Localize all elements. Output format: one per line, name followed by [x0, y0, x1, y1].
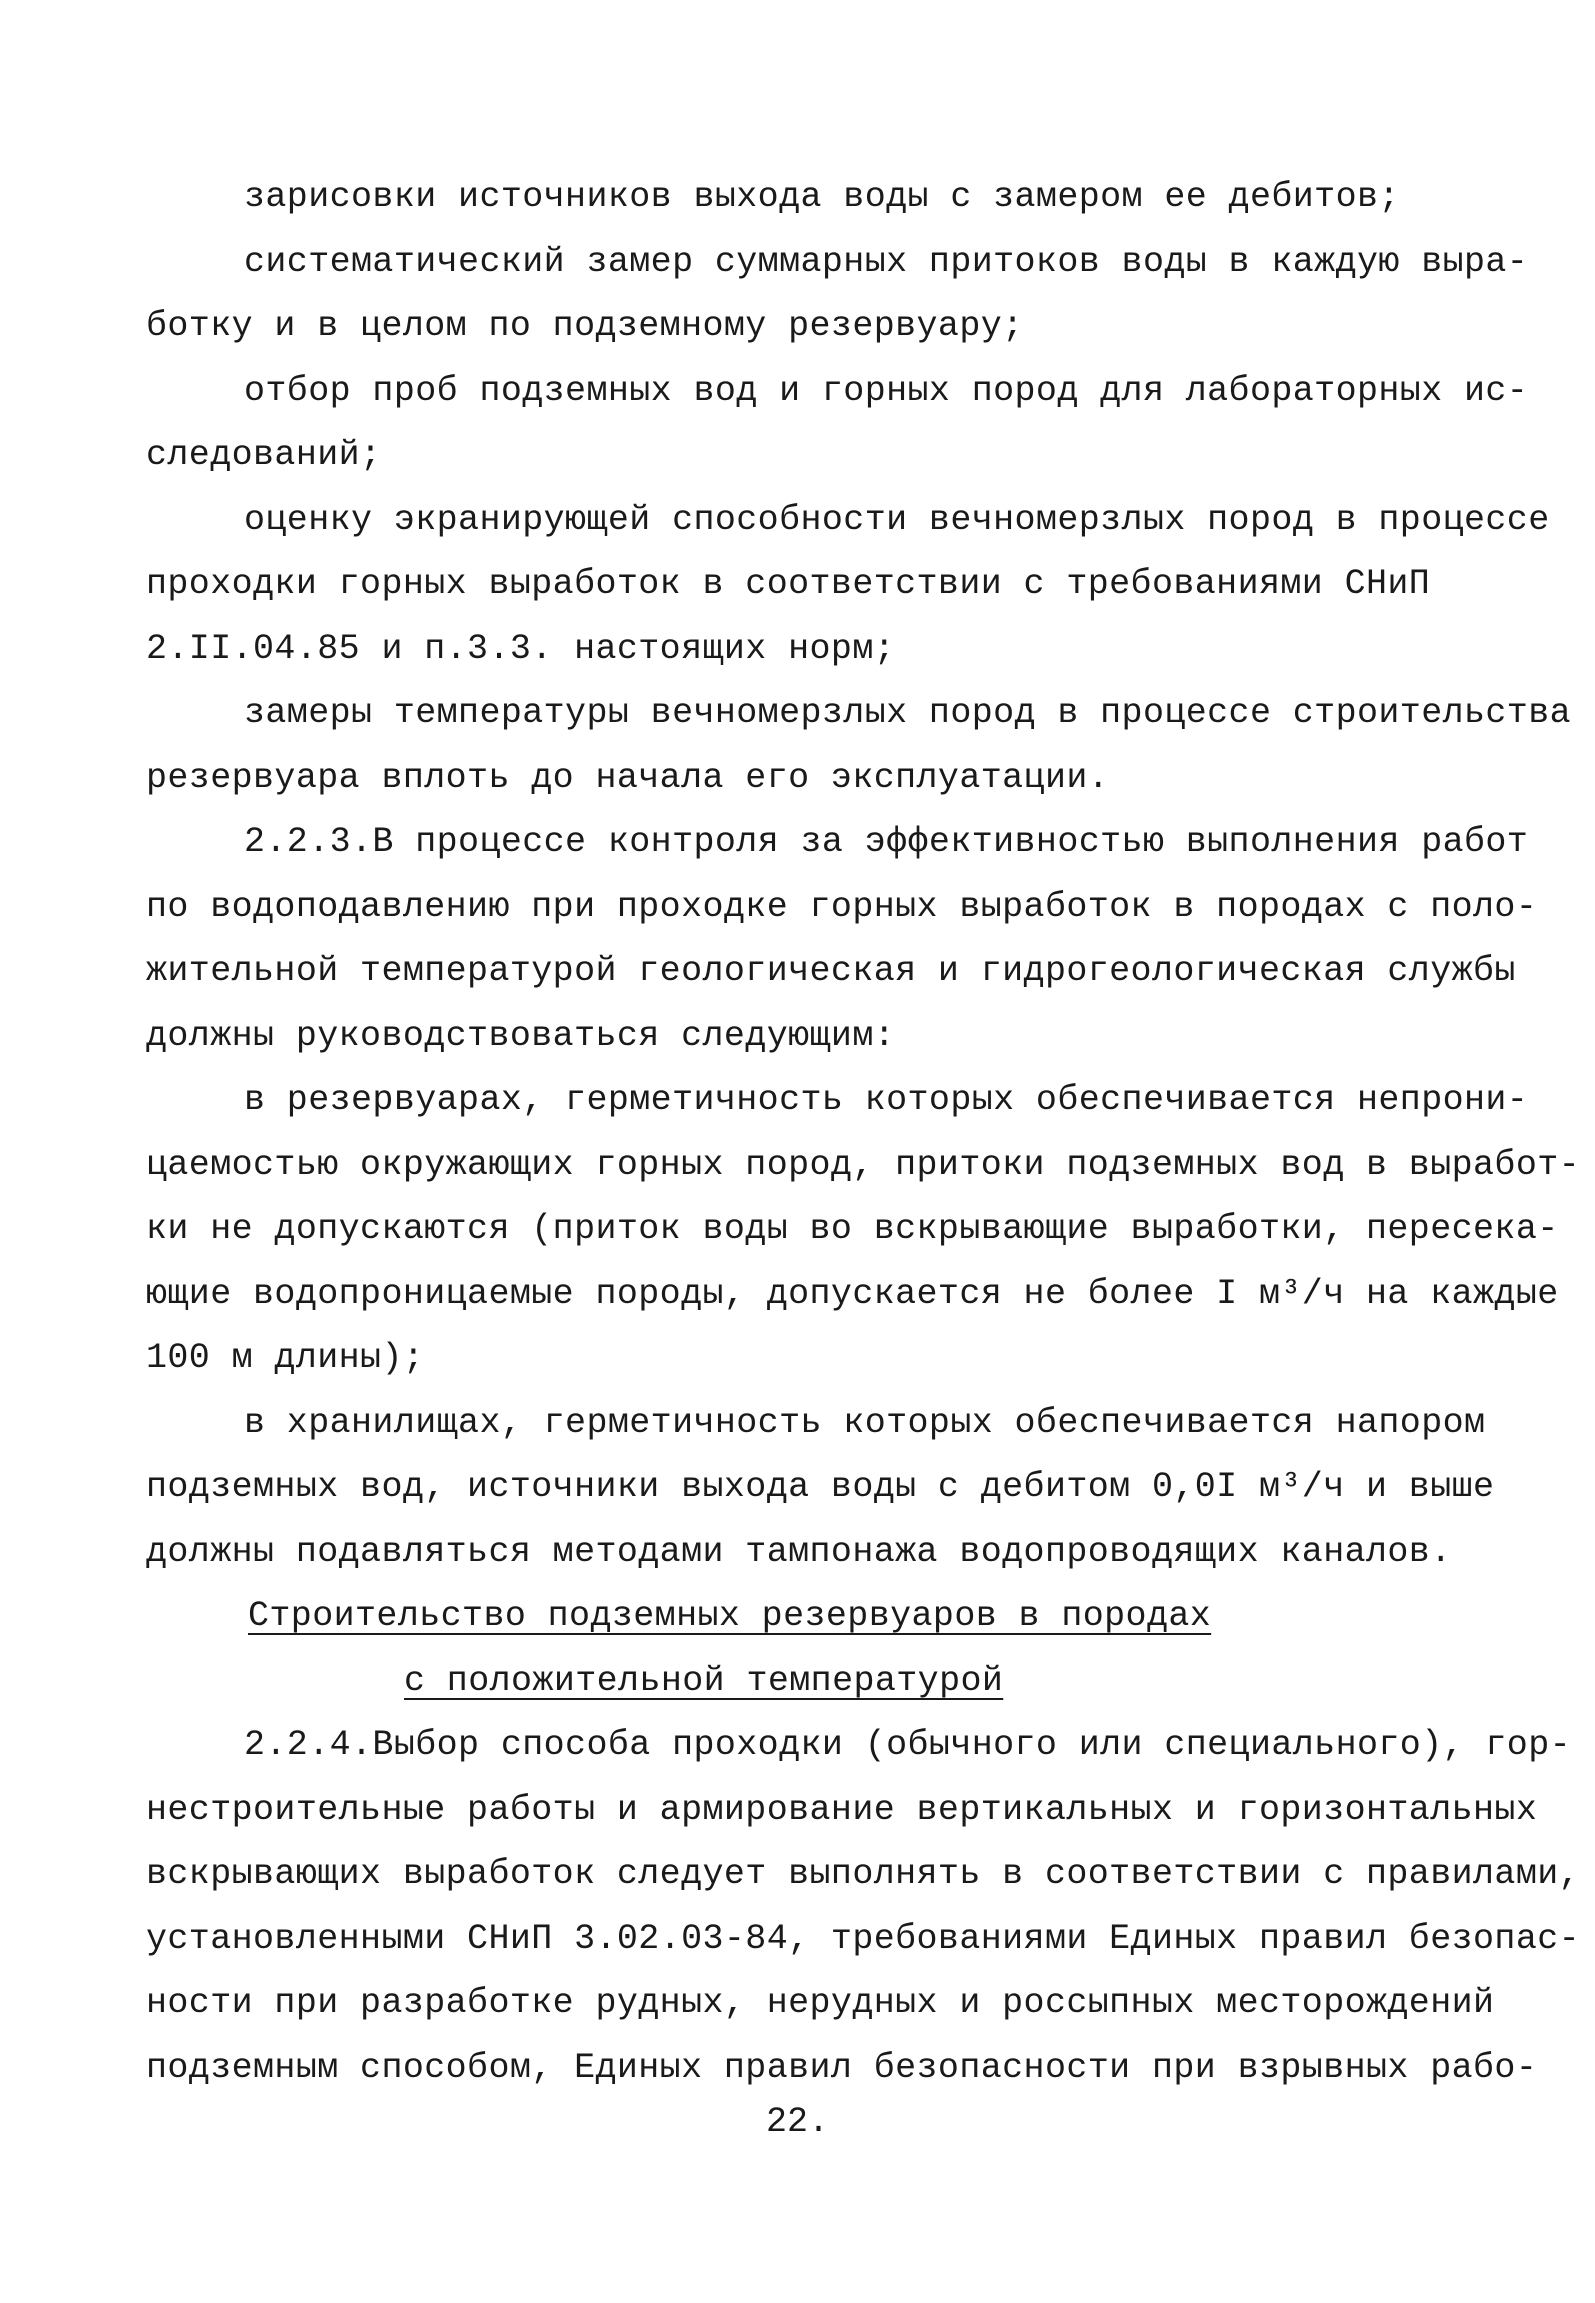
text-line: нестроительные работы и армирование вертикальных и горизонтальных — [146, 1789, 1538, 1830]
text-line: замеры температуры вечномерзлых пород в процессе строительства — [244, 693, 1572, 733]
text-line: оценку экранирующей способности вечномерзлых пород в процессе — [244, 499, 1550, 540]
text-line: подземных вод, источники выхода воды с дебитом 0,0I м³/ч и выше — [146, 1467, 1495, 1507]
text-line: подземным способом, Единых правил безопасности при взрывных рабо- — [146, 2047, 1538, 2088]
text-line: резервуара вплоть до начала его эксплуатации. — [146, 757, 1110, 798]
text-line: 100 м длины); — [146, 1338, 425, 1378]
page-number: 22. — [765, 2102, 829, 2142]
section-heading-line-2: с положительной температурой — [404, 1660, 1004, 1701]
text-line: цаемостью окружающих горных пород, притоки подземных вод в выработ- — [146, 1144, 1581, 1185]
body-text — [146, 165, 1581, 2100]
text-line: ки не допускаются (приток воды во вскрывающие выработки, пересека- — [146, 1209, 1559, 1249]
text-line: в хранилищах, герметичность которых обеспечивается напором — [244, 1402, 1486, 1443]
section-2-2-3-start: 2.2.3.В процессе контроля за эффективностью выполнения работ — [244, 822, 1529, 862]
text-line: проходки горных выработок в соответствии с требованиями СНиП — [146, 564, 1431, 604]
text-line: вскрывающих выработок следует выполнять в соответствии с правилами, — [146, 1854, 1581, 1894]
text-line: в резервуарах, герметичность которых обеспечивается непрони- — [244, 1080, 1529, 1120]
text-line: должны подавляться методами тампонажа водопроводящих каналов. — [146, 1531, 1452, 1572]
text-line: по водоподавлению при проходке горных выработок в породах с поло- — [146, 886, 1538, 927]
text-line: зарисовки источников выхода воды с замером ее дебитов; — [244, 177, 1400, 217]
text-line: установленными СНиП 3.02.03-84, требованиями Единых правил безопас- — [146, 1918, 1581, 1959]
text-line: ности при разработке рудных, нерудных и россыпных месторождений — [146, 1983, 1495, 2023]
text-line: отбор проб подземных вод и горных пород для лабораторных ис- — [244, 370, 1529, 411]
section-heading-line-1: Строительство подземных резервуаров в породах — [248, 1596, 1212, 1636]
text-line: 2.II.04.85 и п.3.3. настоящих норм; — [146, 628, 896, 669]
text-line: следований; — [146, 435, 382, 475]
text-line: ботку и в целом по подземному резервуару; — [146, 306, 1024, 346]
text-line: жительной температурой геологическая и гидрогеологическая службы — [146, 951, 1516, 991]
text-line: систематический замер суммарных притоков воды в каждую выра- — [244, 241, 1529, 282]
text-line: ющие водопроницаемые породы, допускается не более I м³/ч на каждые — [146, 1273, 1559, 1314]
text-line: должны руководствоваться следующим: — [146, 1015, 896, 1056]
section-2-2-4-start: 2.2.4.Выбор способа проходки (обычного или специального), гор- — [244, 1725, 1572, 1765]
